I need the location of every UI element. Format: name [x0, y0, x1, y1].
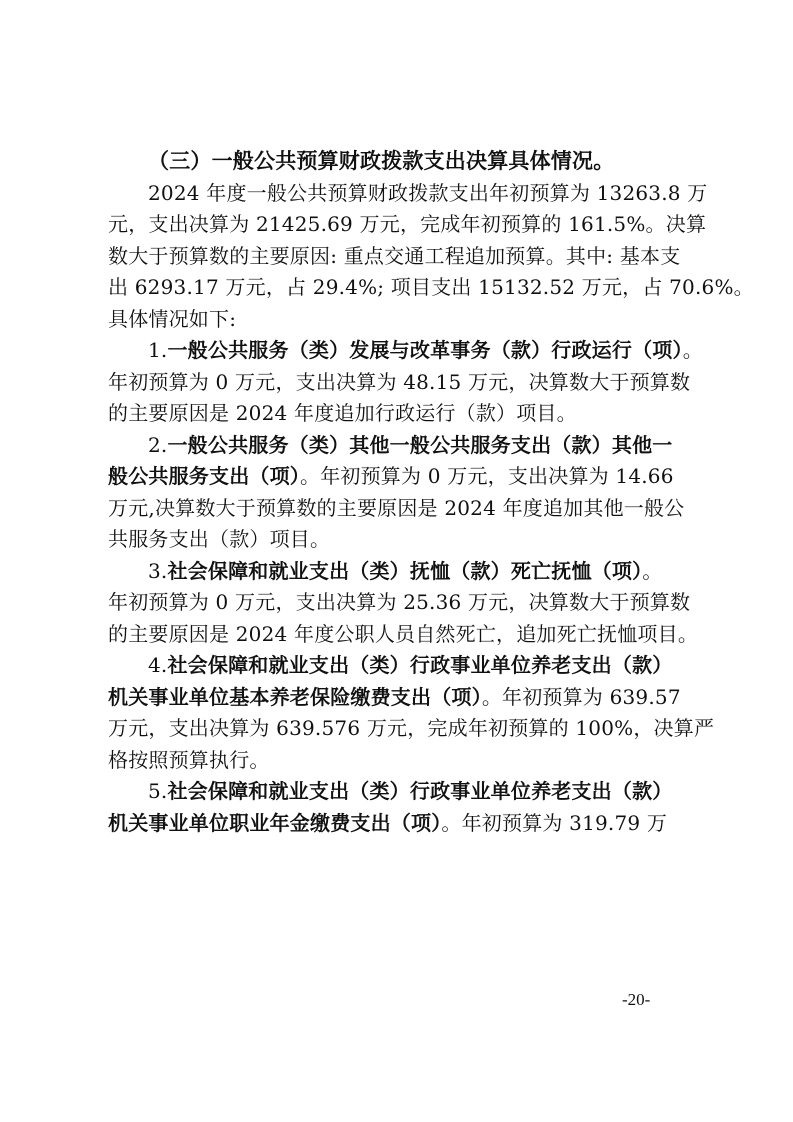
item-line: 万元，支出决算为 639.576 万元，完成年初预算的 100%，决算严: [108, 716, 715, 740]
item-title: 机关事业单位基本养老保险缴费支出（项）: [108, 684, 482, 709]
section-heading: （三）一般公共预算财政拨款支出决算具体情况。: [148, 149, 615, 173]
page-number: -20-: [622, 990, 651, 1009]
intro-line: 出 6293.17 万元，占 29.4%; 项目支出 15132.52 万元，占 70.6%。: [108, 275, 754, 299]
item-number: 1.: [148, 338, 168, 362]
item-line: 万元,决算数大于预算数的主要原因是 2024 年度追加其他一般公: [108, 495, 685, 520]
item-title: 一般公共服务（类）其他一般公共服务支出（款）其他一: [167, 432, 673, 457]
item-title: 社会保障和就业支出（类）抚恤（款）死亡抚恤（项）: [167, 558, 643, 583]
item-number: 3.: [148, 558, 168, 583]
item-title: 社会保障和就业支出（类）行政事业单位养老支出（款）: [167, 779, 673, 803]
item-2-title-line: [108, 430, 690, 462]
item-title-end: 。: [682, 338, 703, 362]
item-2-title-line-2: [108, 461, 690, 493]
item-line: 的主要原因是 2024 年度公职人员自然死亡，追加死亡抚恤项目。: [108, 621, 699, 646]
item-title: 般公共服务支出（项）: [108, 464, 300, 488]
item-5-title-line: [108, 776, 690, 808]
item-title: 社会保障和就业支出（类）行政事业单位养老支出（款）: [167, 653, 673, 677]
item-line: 格按照预算执行。: [108, 747, 270, 772]
item-line: 共服务支出（款）项目。: [108, 527, 331, 551]
item-5-paragraph: [108, 776, 690, 839]
intro-line: 数大于预算数的主要原因: 重点交通工程追加预算。其中: 基本支: [108, 243, 681, 268]
item-4-title-line: [108, 650, 690, 682]
item-4-paragraph: [108, 650, 715, 776]
item-5-title-line-2: [108, 808, 690, 840]
item-1-title-line: [108, 335, 703, 367]
item-4-title-line-2: [108, 682, 690, 714]
item-text: 。年初预算为 639.57: [481, 684, 681, 709]
item-line: 年初预算为 0 万元，支出决算为 48.15 万元，决算数大于预算数: [108, 369, 691, 394]
item-line: 的主要原因是 2024 年度追加行政运行（款）项目。: [108, 401, 577, 425]
item-title-end: 。: [642, 558, 663, 583]
item-number: 4.: [148, 653, 168, 677]
intro-line: 具体情况如下:: [108, 306, 237, 331]
item-number: 5.: [148, 779, 168, 803]
intro-paragraph: [108, 178, 754, 336]
item-title: 一般公共服务（类）发展与改革事务（款）行政运行（项）: [167, 338, 683, 362]
item-3-paragraph: [108, 556, 699, 651]
item-title: 机关事业单位职业年金缴费支出（项）: [108, 810, 442, 835]
item-2-paragraph: [108, 430, 690, 556]
item-text: 。年初预算为 0 万元，支出决算为 14.66: [300, 464, 674, 488]
item-text: 。年初预算为 319.79 万: [441, 810, 668, 835]
item-line: 年初预算为 0 万元，支出决算为 25.36 万元，决算数大于预算数: [108, 590, 691, 614]
item-3-title-line: [108, 556, 690, 588]
page-content: [108, 146, 754, 839]
item-number: 2.: [148, 432, 168, 457]
intro-line: 2024 年度一般公共预算财政拨款支出年初预算为 13263.8 万: [148, 180, 708, 205]
item-1-paragraph: [108, 335, 703, 430]
intro-line: 元，支出决算为 21425.69 万元，完成年初预算的 161.5%。决算: [108, 212, 707, 236]
